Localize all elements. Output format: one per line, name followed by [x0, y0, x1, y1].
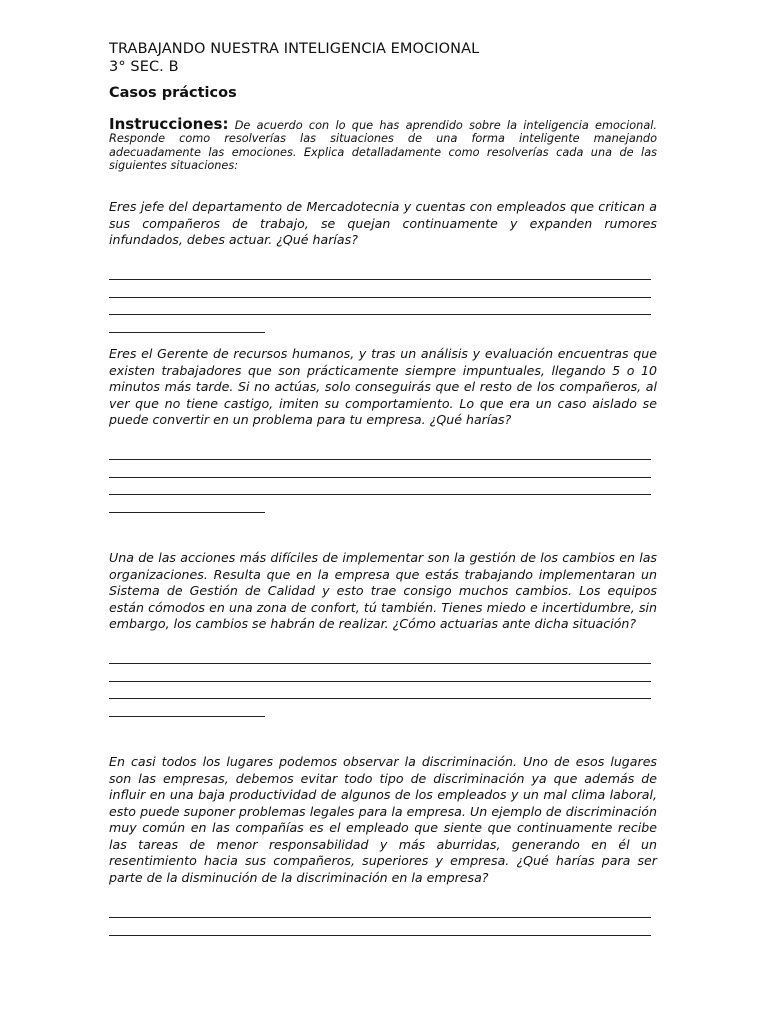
case-3-answer-area[interactable] [109, 647, 657, 717]
answer-line[interactable] [109, 495, 265, 513]
section-subtitle: Casos prácticos [109, 85, 237, 101]
case-3 [109, 550, 657, 717]
case-1-answer-area[interactable] [109, 263, 657, 333]
answer-line[interactable] [109, 647, 651, 665]
case-1-text: Eres jefe del departamento de Mercadotecnia y cuentas con empleados que critican a sus compañeros de trabajo, se quejan continuamente y expanden rumores infundados, debes actuar. ¿Qué harías? [109, 199, 657, 248]
answer-line[interactable] [109, 478, 651, 496]
case-4-text: En casi todos los lugares podemos observar la discriminación. Uno de esos lugares son las empresas, debemos evitar todo tipo de discriminación ya que además de influir en una baja productividad de algunos de los empleados y un mal clima laboral, esto puede suponer problemas legales para la empresa. Un ejemplo de discriminación muy común en las compañías es el empleado que siente que continuamente recibe las tareas de menor responsabilidad y más aburridas, generando en él un resentimiento hacia sus compañeros, superiores y empresa. ¿Qué harías para ser parte de la disminución de la discriminación en la empresa? [109, 753, 657, 886]
answer-line[interactable] [109, 298, 651, 316]
case-2 [109, 346, 657, 513]
document-page [109, 40, 657, 936]
answer-line[interactable] [109, 664, 651, 682]
case-1 [109, 199, 657, 333]
instructions-block [109, 115, 657, 172]
answer-line[interactable] [109, 901, 651, 919]
answer-line[interactable] [109, 682, 651, 700]
answer-line[interactable] [109, 263, 651, 281]
case-4-answer-area[interactable] [109, 901, 657, 936]
case-2-text: Eres el Gerente de recursos humanos, y tras un análisis y evaluación encuentras que existen trabajadores que son prácticamente siempre impuntuales, llegando 5 o 10 minutos más tarde. Si no actúas, solo conseguirás que el resto de los compañeros, al ver que no tiene castigo, imiten su comportamiento. Lo que era un caso aislado se puede convertir en un problema para tu empresa. ¿Qué harías? [109, 345, 657, 428]
answer-line[interactable] [109, 918, 651, 936]
document-title: TRABAJANDO NUESTRA INTELIGENCIA EMOCIONAL [109, 41, 480, 57]
case-2-answer-area[interactable] [109, 443, 657, 513]
answer-line[interactable] [109, 443, 651, 461]
case-3-text: Una de las acciones más difíciles de implementar son la gestión de los cambios en las organizaciones. Resulta que en la empresa que estás trabajando implementaran un Sistema de Gestión de Calidad y esto trae consigo muchos cambios. Los equipos están cómodos en una zona de confort, tú también. Tienes miedo e incertidumbre, sin embargo, los cambios se habrán de realizar. ¿Cómo actuarias ante dicha situación? [109, 549, 657, 632]
class-group: 3° SEC. B [109, 59, 179, 75]
instructions-label: Instrucciones: [109, 115, 229, 133]
instructions-text: De acuerdo con lo que has aprendido sobre la inteligencia emocional. Responde como resolverías las situaciones de una forma inteligente manejando adecuadamente las emociones. Explica detalladamente como resolverías cada una de las siguientes situaciones: [109, 119, 657, 172]
answer-line[interactable] [109, 315, 265, 333]
answer-line[interactable] [109, 699, 265, 717]
case-4 [109, 754, 657, 936]
answer-line[interactable] [109, 460, 651, 478]
answer-line[interactable] [109, 280, 651, 298]
